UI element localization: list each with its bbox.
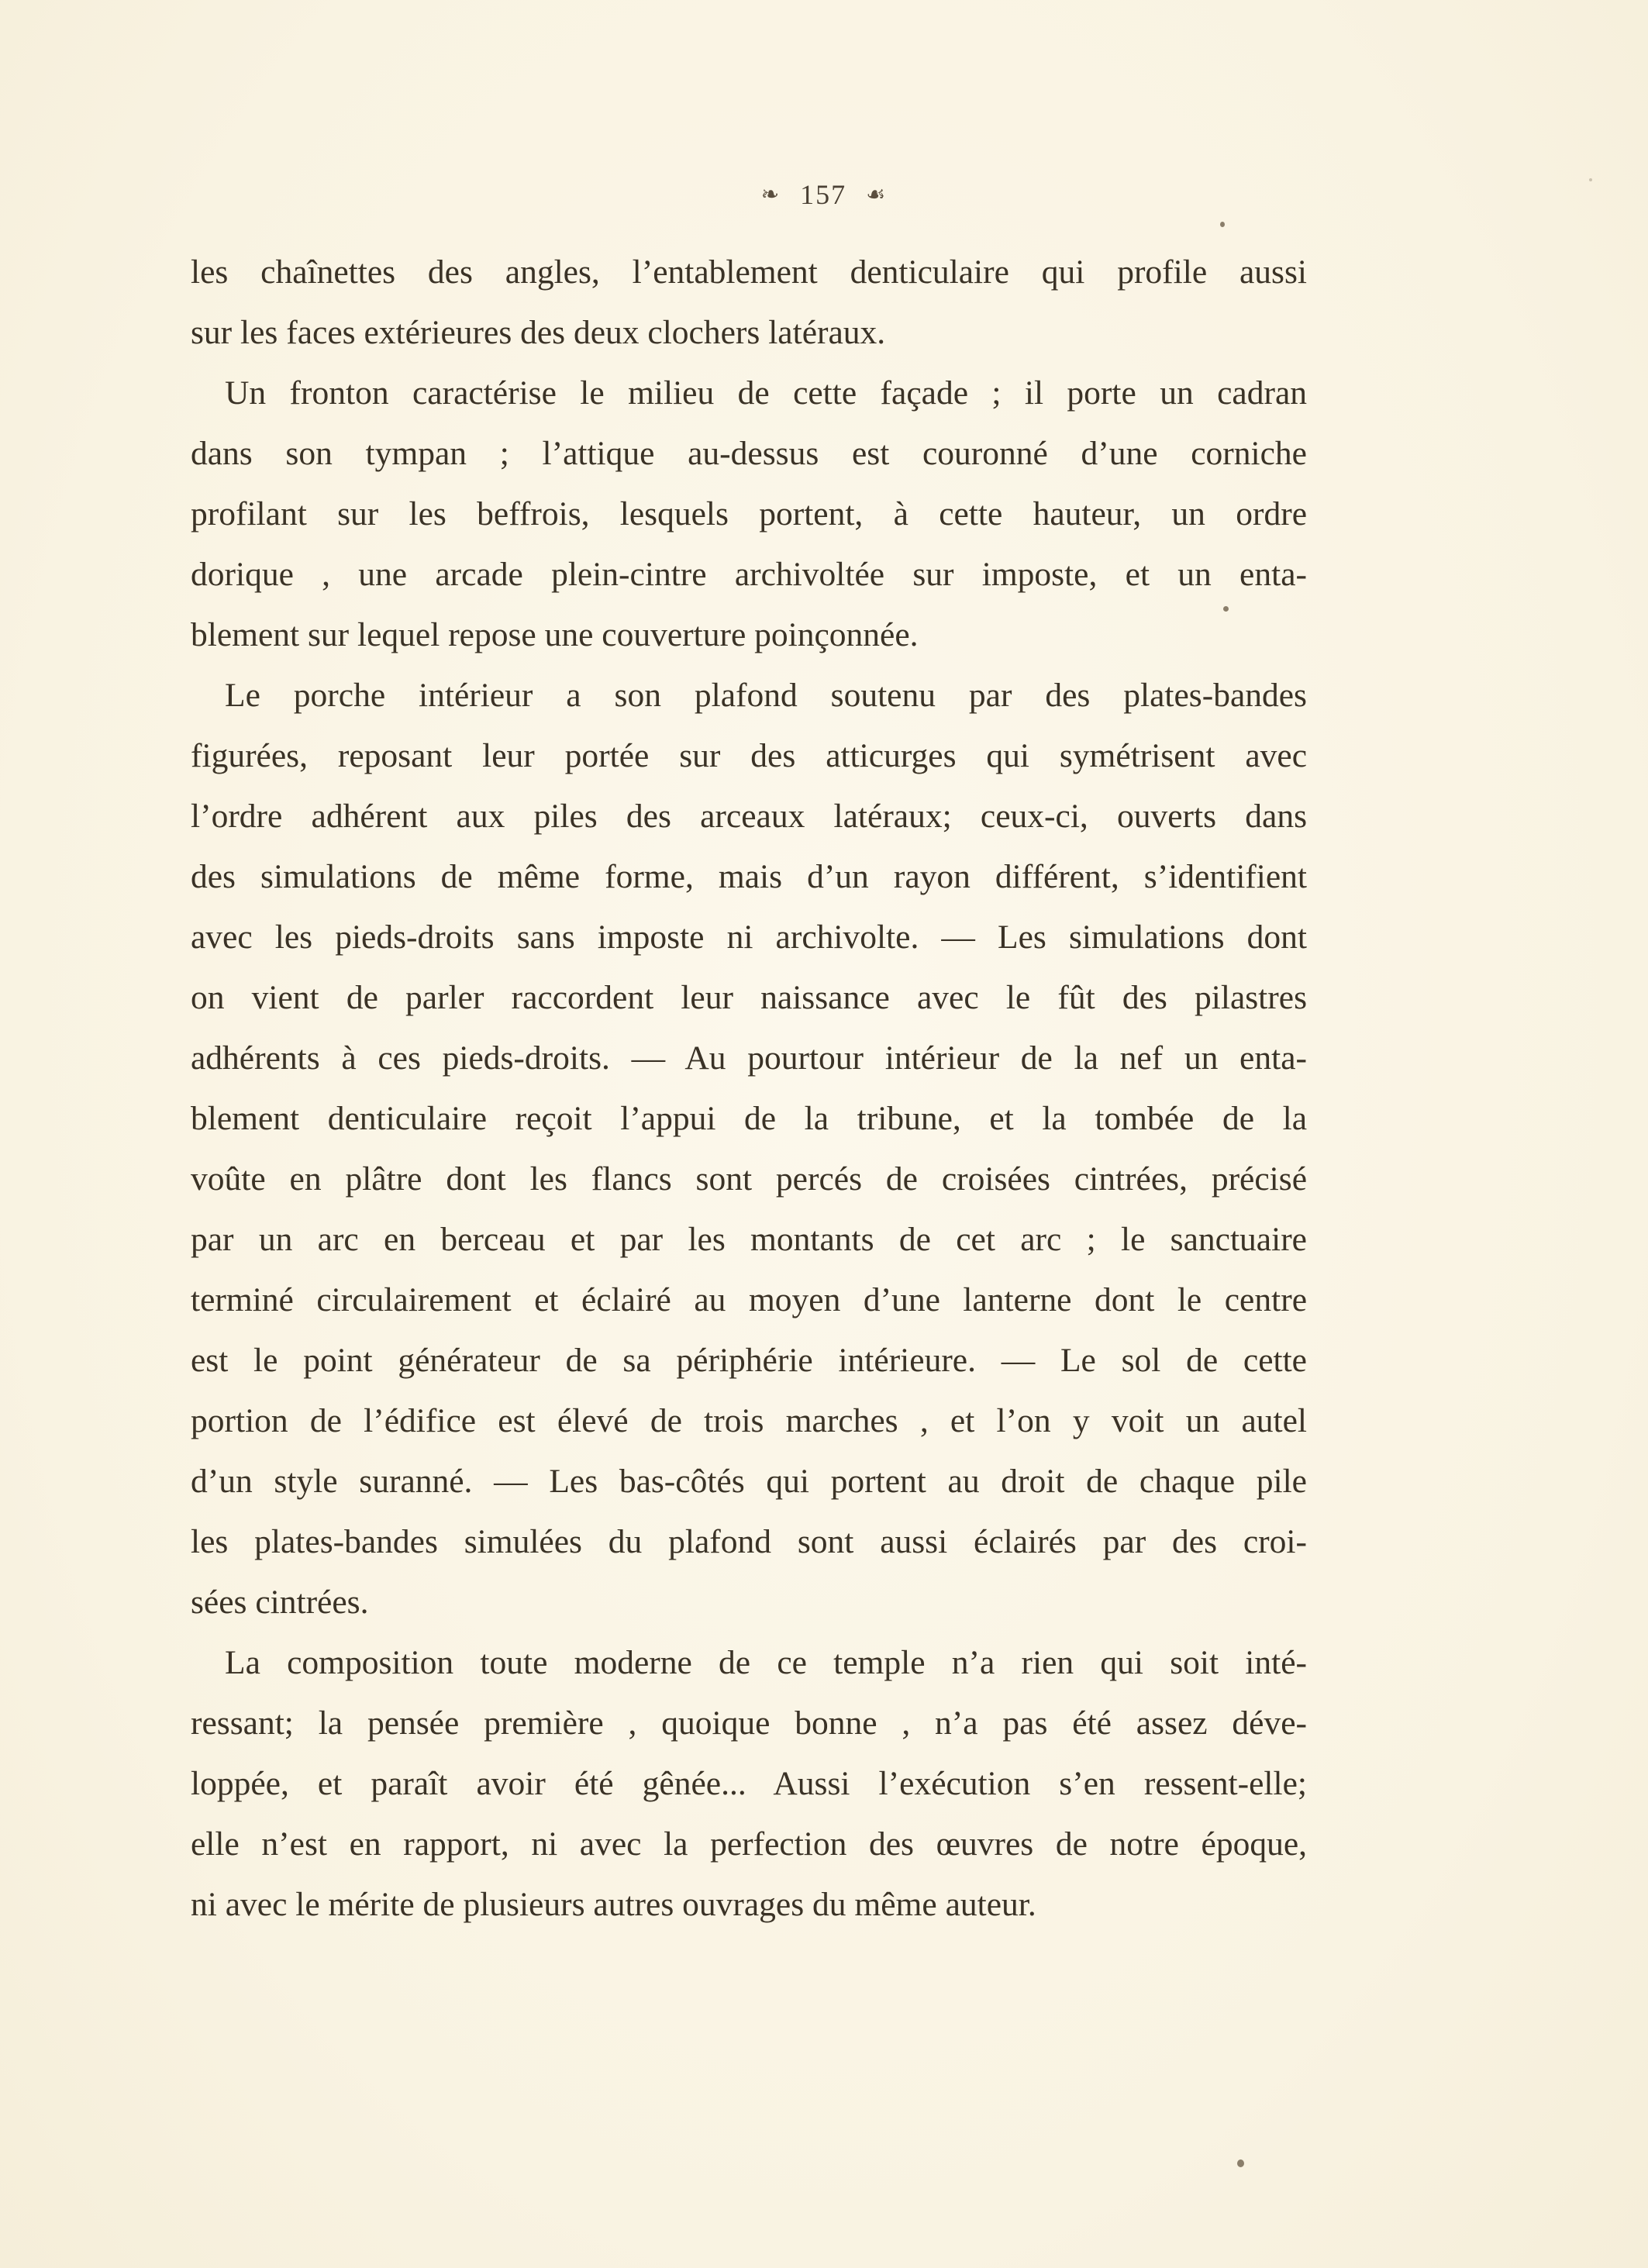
text-line: par un arc en berceau et par les montants de cet arc ; le sanctuaire [191, 1221, 1307, 1258]
text-line: avec les pieds-droits sans imposte ni archivolte. — Les simulations dont [191, 919, 1307, 956]
text-line: l’ordre adhérent aux piles des arceaux latéraux; ceux-ci, ouverts dans [191, 798, 1307, 835]
text-line: est le point générateur de sa périphérie intérieure. — Le sol de cette [191, 1342, 1307, 1379]
page-header [0, 175, 1648, 211]
text-line: dorique , une arcade plein-cintre archivoltée sur imposte, et un enta- [191, 556, 1307, 593]
text-line: elle n’est en rapport, ni avec la perfection des œuvres de notre époque, [191, 1825, 1307, 1863]
paper-speck [1589, 178, 1592, 181]
text-line: figurées, reposant leur portée sur des atticurges qui symétrisent avec [191, 737, 1307, 774]
text-line: blement sur lequel repose une couverture poinçonnée. [191, 616, 919, 653]
paper-speck [1223, 606, 1229, 612]
text-line: adhérents à ces pieds-droits. — Au pourtour intérieur de la nef un enta- [191, 1039, 1307, 1077]
text-line: profilant sur les beffrois, lesquels portent, à cette hauteur, un ordre [191, 495, 1307, 533]
text-line: on vient de parler raccordent leur naissance avec le fût des pilastres [191, 979, 1307, 1016]
text-line: les chaînettes des angles, l’entablement denticulaire qui profile aussi [191, 253, 1307, 291]
paper-speck [1237, 2159, 1244, 2167]
text-line: dans son tympan ; l’attique au-dessus est couronné d’une corniche [191, 435, 1307, 472]
page-number: 157 [800, 178, 847, 210]
text-line: blement denticulaire reçoit l’appui de la tribune, et la tombée de la [191, 1100, 1307, 1137]
text-line: Le porche intérieur a son plafond soutenu par des plates-bandes [225, 677, 1307, 714]
paper-speck [1220, 222, 1225, 227]
text-line: La composition toute moderne de ce temple n’a rien qui soit inté- [225, 1644, 1307, 1681]
text-line: voûte en plâtre dont les flancs sont percés de croisées cintrées, précisé [191, 1160, 1307, 1198]
ornament-right-icon: ☙ [866, 182, 888, 207]
body-text [191, 242, 1307, 1935]
text-line: ni avec le mérite de plusieurs autres ouvrages du même auteur. [191, 1886, 1036, 1923]
text-line: portion de l’édifice est élevé de trois marches , et l’on y voit un autel [191, 1402, 1307, 1439]
text-line: Un fronton caractérise le milieu de cette façade ; il porte un cadran [225, 374, 1307, 412]
text-line: des simulations de même forme, mais d’un rayon différent, s’identifient [191, 858, 1307, 895]
text-line: les plates-bandes simulées du plafond sont aussi éclairés par des croi- [191, 1523, 1307, 1560]
text-line: loppée, et paraît avoir été gênée... Aussi l’exécution s’en ressent-elle; [191, 1765, 1307, 1802]
ornament-left-icon: ❧ [760, 182, 781, 207]
text-line: sées cintrées. [191, 1584, 369, 1621]
text-line: terminé circulairement et éclairé au moyen d’une lanterne dont le centre [191, 1281, 1307, 1318]
text-line: ressant; la pensée première , quoique bonne , n’a pas été assez déve- [191, 1704, 1307, 1742]
text-line: d’un style suranné. — Les bas-côtés qui portent au droit de chaque pile [191, 1463, 1307, 1500]
text-line: sur les faces extérieures des deux clochers latéraux. [191, 314, 886, 351]
